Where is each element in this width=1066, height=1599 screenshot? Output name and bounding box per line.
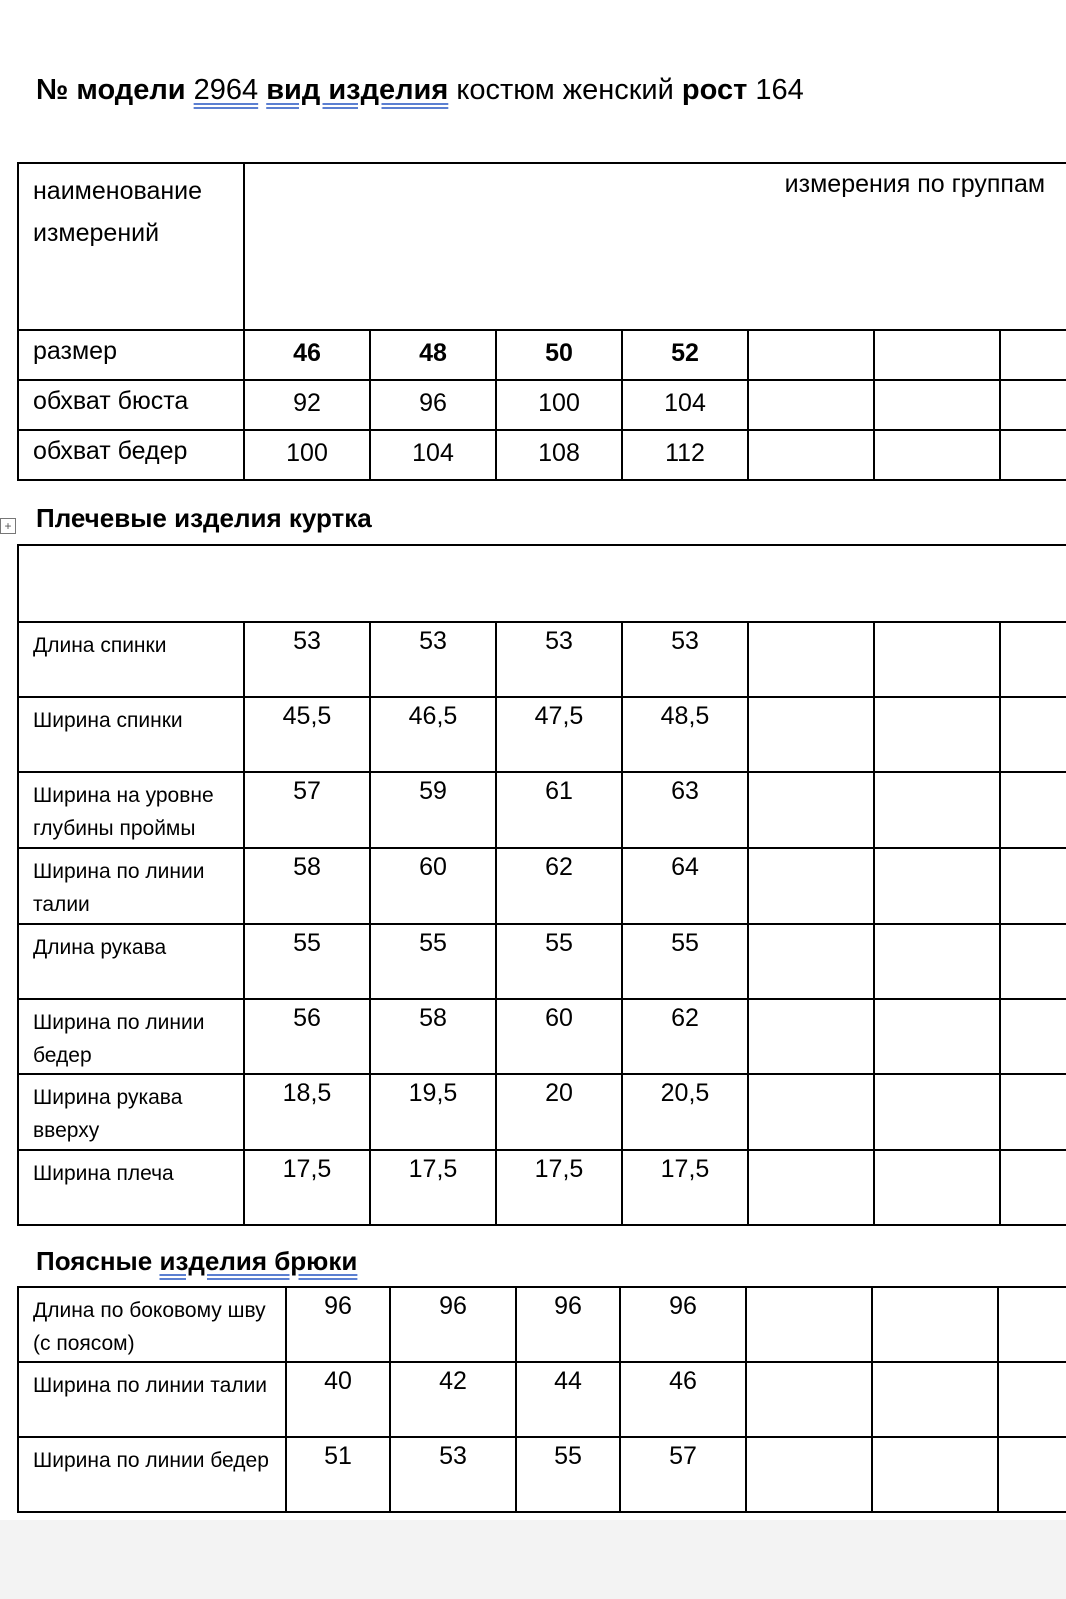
height-value: 164 bbox=[755, 74, 804, 106]
empty-cell bbox=[998, 1287, 1066, 1362]
page-bottom-strip bbox=[0, 1520, 1066, 1599]
empty-cell bbox=[1000, 330, 1066, 380]
cell-value: 57 bbox=[620, 1437, 746, 1512]
cell-value: 57 bbox=[244, 772, 370, 848]
cell-value: 51 bbox=[286, 1437, 390, 1512]
cell-value: 17,5 bbox=[370, 1150, 496, 1225]
section-title-trousers bbox=[36, 1246, 357, 1277]
type-value: костюм женский bbox=[456, 74, 674, 106]
height-label: рост bbox=[681, 74, 748, 106]
row-label: Ширина плеча bbox=[18, 1150, 244, 1225]
cell-value: 48,5 bbox=[622, 697, 748, 772]
cell-value: 55 bbox=[622, 924, 748, 999]
jacket-header-blank bbox=[18, 545, 1066, 622]
size-50: 50 bbox=[496, 330, 622, 380]
cell-value: 53 bbox=[390, 1437, 516, 1512]
empty-cell bbox=[872, 1287, 998, 1362]
empty-cell bbox=[874, 430, 1000, 480]
row-label: Ширина на уровне глубины проймы bbox=[18, 772, 244, 848]
row-label: Ширина спинки bbox=[18, 697, 244, 772]
table-row bbox=[18, 622, 1066, 697]
empty-cell bbox=[748, 380, 874, 430]
empty-cell bbox=[872, 1437, 998, 1512]
cell-value: 62 bbox=[622, 999, 748, 1074]
cell-value: 47,5 bbox=[496, 697, 622, 772]
cell-value: 53 bbox=[496, 622, 622, 697]
table-row bbox=[18, 330, 1066, 380]
table-row bbox=[18, 430, 1066, 480]
empty-cell bbox=[874, 330, 1000, 380]
cell-value: 104 bbox=[622, 380, 748, 430]
cell-value: 40 bbox=[286, 1362, 390, 1437]
type-label: вид изделия bbox=[266, 74, 449, 106]
empty-cell bbox=[1000, 622, 1066, 697]
cell-value: 55 bbox=[370, 924, 496, 999]
empty-cell bbox=[874, 1150, 1000, 1225]
empty-cell bbox=[1000, 697, 1066, 772]
cell-value: 46 bbox=[620, 1362, 746, 1437]
header-groups: измерения по группам bbox=[244, 163, 1066, 330]
empty-cell bbox=[748, 924, 874, 999]
table-row bbox=[18, 697, 1066, 772]
empty-cell bbox=[874, 772, 1000, 848]
cell-value: 55 bbox=[496, 924, 622, 999]
empty-cell bbox=[1000, 1150, 1066, 1225]
cell-value: 62 bbox=[496, 848, 622, 924]
row-label: Ширина по линии талии bbox=[18, 1362, 286, 1437]
cell-value: 17,5 bbox=[622, 1150, 748, 1225]
empty-cell bbox=[874, 848, 1000, 924]
empty-cell bbox=[748, 999, 874, 1074]
size-46: 46 bbox=[244, 330, 370, 380]
table-row bbox=[18, 999, 1066, 1074]
empty-cell bbox=[1000, 1074, 1066, 1150]
model-number: 2964 bbox=[193, 74, 259, 106]
header-measurement-name: наименование измерений bbox=[18, 163, 244, 330]
cell-value: 96 bbox=[286, 1287, 390, 1362]
size-table bbox=[17, 162, 1066, 481]
cell-value: 64 bbox=[622, 848, 748, 924]
empty-cell bbox=[748, 330, 874, 380]
empty-cell bbox=[746, 1362, 872, 1437]
model-heading bbox=[36, 70, 804, 110]
cell-value: 44 bbox=[516, 1362, 620, 1437]
cell-value: 53 bbox=[244, 622, 370, 697]
section-title-part: изделия брюки bbox=[159, 1246, 358, 1276]
row-label: Ширина по линии бедер bbox=[18, 1437, 286, 1512]
cell-value: 96 bbox=[370, 380, 496, 430]
empty-cell bbox=[874, 999, 1000, 1074]
empty-cell bbox=[1000, 430, 1066, 480]
cell-value: 96 bbox=[516, 1287, 620, 1362]
row-label: Длина по боковому шву (с поясом) bbox=[18, 1287, 286, 1362]
row-label: Длина рукава bbox=[18, 924, 244, 999]
empty-cell bbox=[748, 697, 874, 772]
cell-value: 104 bbox=[370, 430, 496, 480]
row-label: Ширина рукава вверху bbox=[18, 1074, 244, 1150]
table-row bbox=[18, 1437, 1066, 1512]
cell-value: 55 bbox=[244, 924, 370, 999]
cell-value: 20 bbox=[496, 1074, 622, 1150]
empty-cell bbox=[746, 1287, 872, 1362]
cell-value: 42 bbox=[390, 1362, 516, 1437]
table-move-handle-icon[interactable]: + bbox=[0, 518, 16, 534]
trousers-table bbox=[17, 1286, 1066, 1513]
table-row bbox=[18, 1074, 1066, 1150]
cell-value: 46,5 bbox=[370, 697, 496, 772]
empty-cell bbox=[748, 1074, 874, 1150]
table-row bbox=[18, 1362, 1066, 1437]
row-label: обхват бедер bbox=[18, 430, 244, 480]
cell-value: 60 bbox=[370, 848, 496, 924]
cell-value: 108 bbox=[496, 430, 622, 480]
cell-value: 112 bbox=[622, 430, 748, 480]
cell-value: 19,5 bbox=[370, 1074, 496, 1150]
table-row bbox=[18, 1287, 1066, 1362]
row-label: Ширина по линии бедер bbox=[18, 999, 244, 1074]
empty-cell bbox=[746, 1437, 872, 1512]
empty-cell bbox=[748, 622, 874, 697]
empty-cell bbox=[874, 924, 1000, 999]
cell-value: 17,5 bbox=[496, 1150, 622, 1225]
cell-value: 17,5 bbox=[244, 1150, 370, 1225]
cell-value: 55 bbox=[516, 1437, 620, 1512]
model-label: № модели bbox=[36, 74, 186, 106]
section-title-jacket: Плечевые изделия куртка bbox=[36, 503, 372, 533]
cell-value: 20,5 bbox=[622, 1074, 748, 1150]
size-52: 52 bbox=[622, 330, 748, 380]
table-row bbox=[18, 848, 1066, 924]
row-label: обхват бюста bbox=[18, 380, 244, 430]
cell-value: 100 bbox=[244, 430, 370, 480]
empty-cell bbox=[998, 1437, 1066, 1512]
empty-cell bbox=[874, 622, 1000, 697]
empty-cell bbox=[1000, 924, 1066, 999]
cell-value: 60 bbox=[496, 999, 622, 1074]
cell-value: 100 bbox=[496, 380, 622, 430]
empty-cell bbox=[748, 848, 874, 924]
empty-cell bbox=[748, 772, 874, 848]
table-row bbox=[18, 924, 1066, 999]
empty-cell bbox=[1000, 999, 1066, 1074]
cell-value: 56 bbox=[244, 999, 370, 1074]
cell-value: 92 bbox=[244, 380, 370, 430]
empty-cell bbox=[1000, 772, 1066, 848]
row-label: Ширина по линии талии bbox=[18, 848, 244, 924]
cell-value: 18,5 bbox=[244, 1074, 370, 1150]
jacket-table bbox=[17, 544, 1066, 1226]
empty-cell bbox=[874, 697, 1000, 772]
cell-value: 58 bbox=[244, 848, 370, 924]
table-row bbox=[18, 380, 1066, 430]
empty-cell bbox=[748, 1150, 874, 1225]
cell-value: 45,5 bbox=[244, 697, 370, 772]
empty-cell bbox=[998, 1362, 1066, 1437]
table-row bbox=[18, 1150, 1066, 1225]
cell-value: 96 bbox=[620, 1287, 746, 1362]
row-label: размер bbox=[18, 330, 244, 380]
cell-value: 53 bbox=[622, 622, 748, 697]
cell-value: 53 bbox=[370, 622, 496, 697]
section-title-part: Поясные bbox=[36, 1246, 153, 1276]
empty-cell bbox=[748, 430, 874, 480]
empty-cell bbox=[874, 380, 1000, 430]
empty-cell bbox=[874, 1074, 1000, 1150]
empty-cell bbox=[1000, 848, 1066, 924]
empty-cell bbox=[1000, 380, 1066, 430]
cell-value: 61 bbox=[496, 772, 622, 848]
table-row bbox=[18, 772, 1066, 848]
empty-cell bbox=[872, 1362, 998, 1437]
cell-value: 59 bbox=[370, 772, 496, 848]
cell-value: 96 bbox=[390, 1287, 516, 1362]
cell-value: 63 bbox=[622, 772, 748, 848]
size-48: 48 bbox=[370, 330, 496, 380]
cell-value: 58 bbox=[370, 999, 496, 1074]
row-label: Длина спинки bbox=[18, 622, 244, 697]
